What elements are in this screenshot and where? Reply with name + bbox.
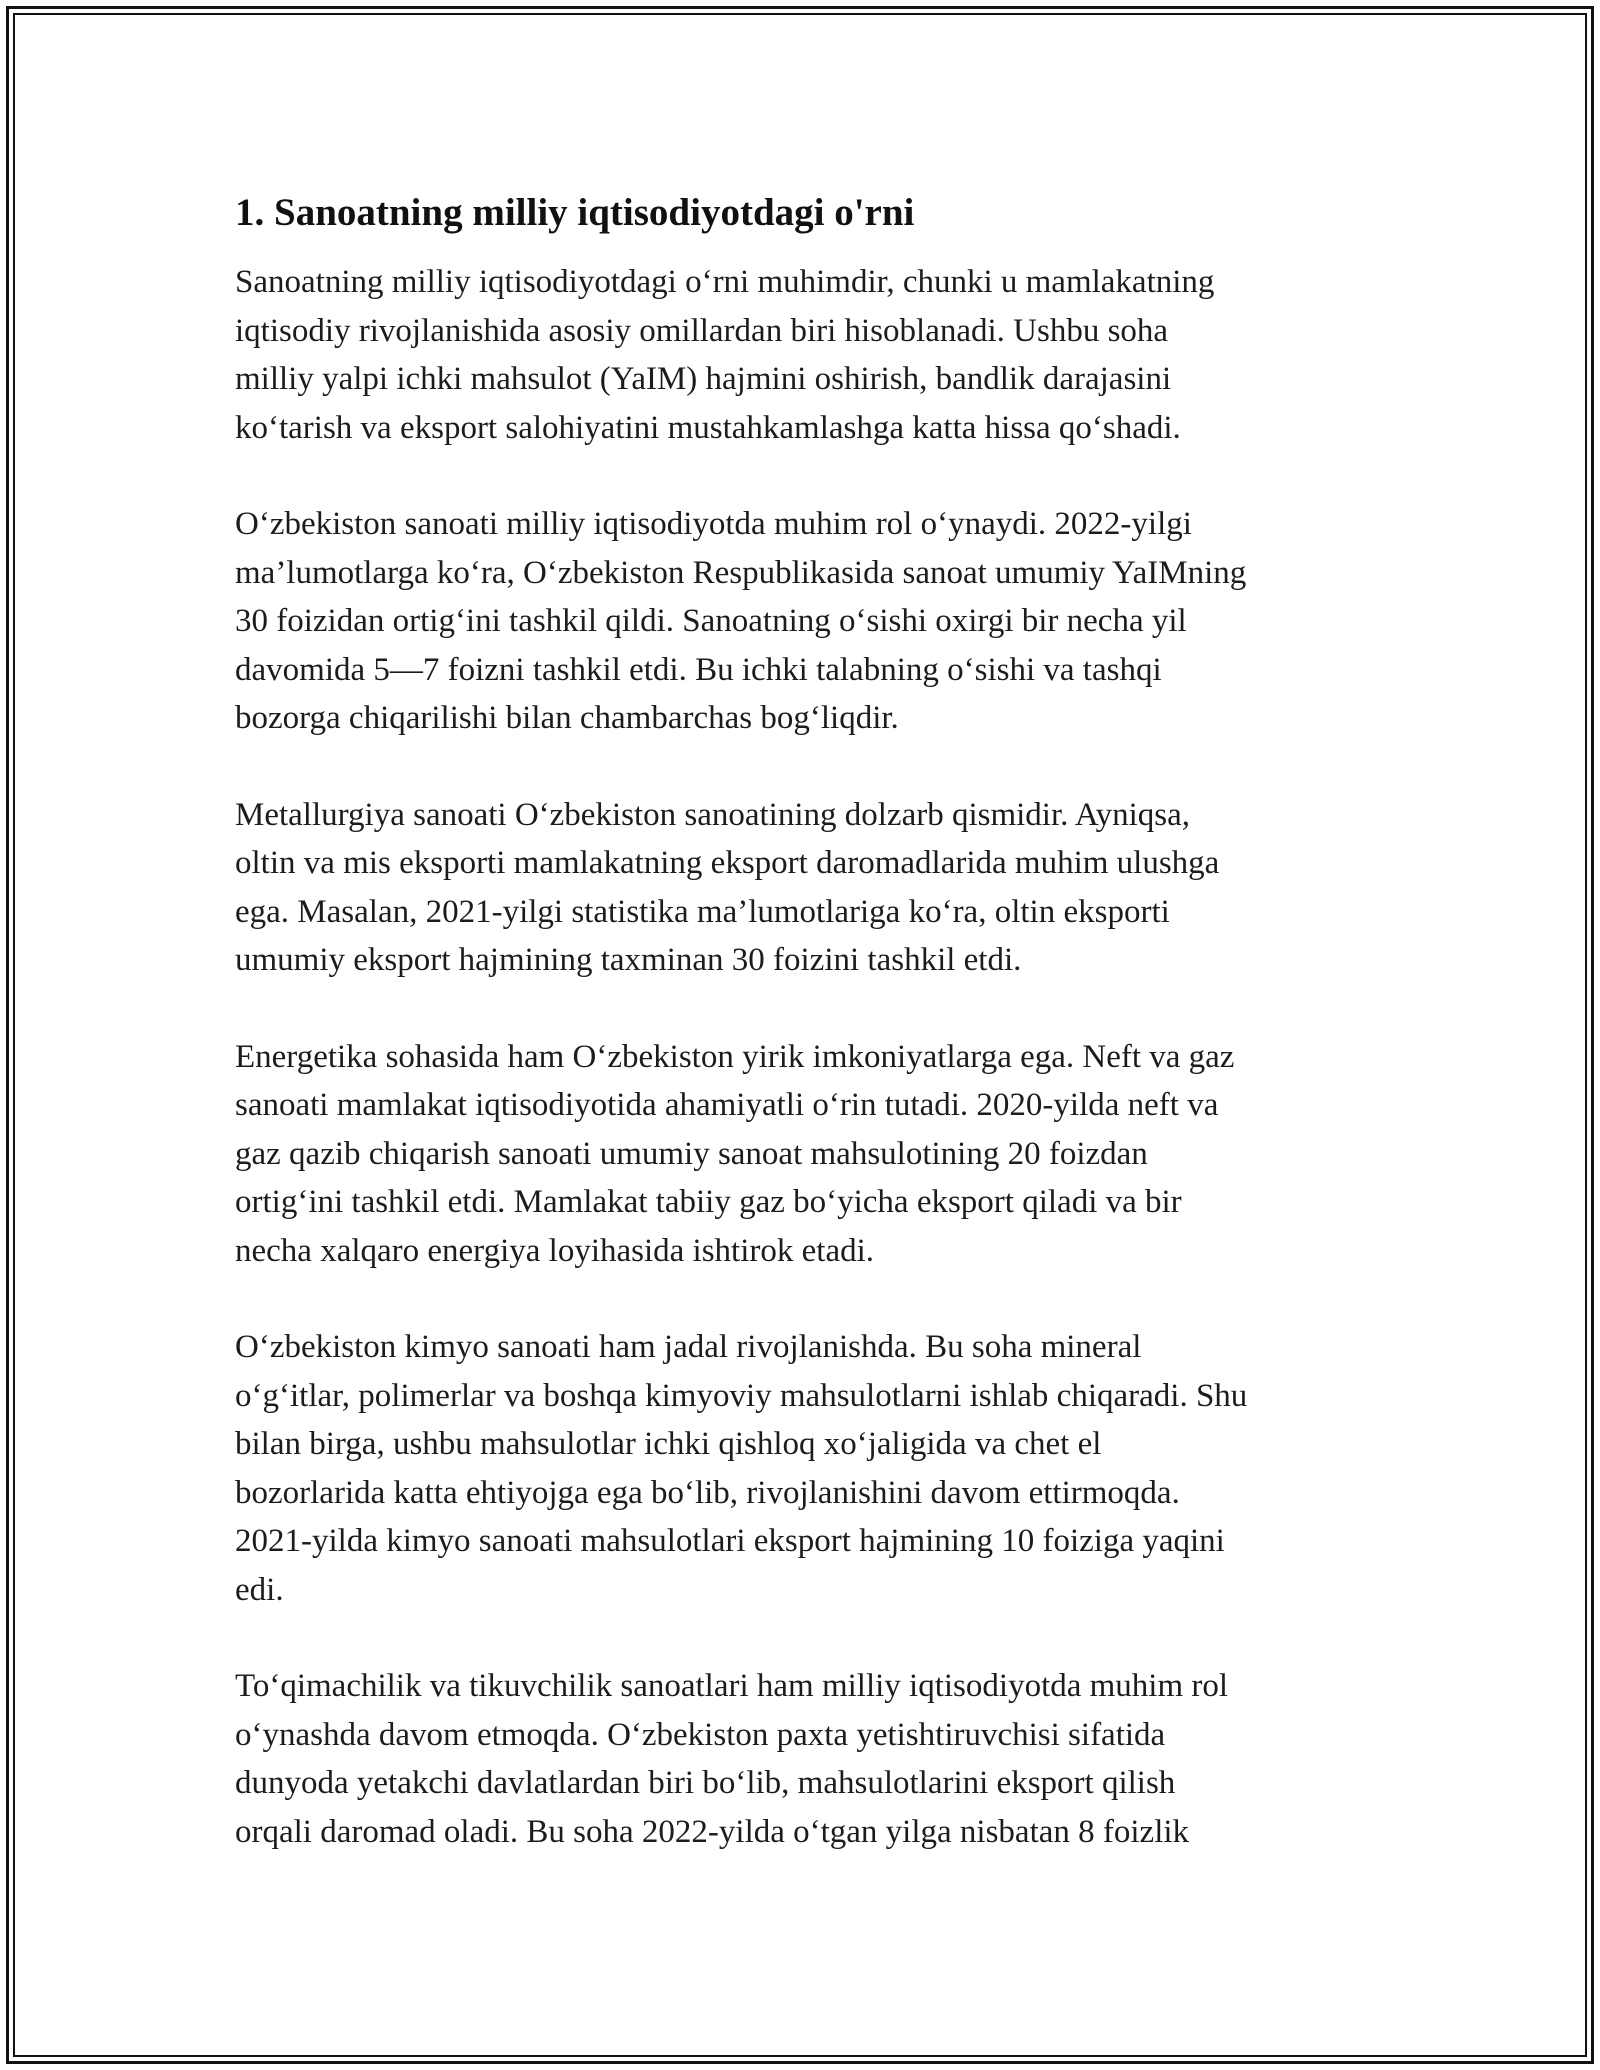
- text-line: o‘g‘itlar, polimerlar va boshqa kimyoviy mahsulotlarni ishlab chiqaradi. Shu: [235, 1377, 1248, 1414]
- text-line: iqtisodiy rivojlanishida asosiy omillardan biri hisoblanadi. Ushbu soha: [235, 312, 1169, 349]
- paragraph-metallurgy: [235, 791, 1375, 985]
- paragraph-energy: [235, 1033, 1375, 1276]
- paragraph-uzbekistan-industry: [235, 500, 1375, 743]
- text-line: Sanoatning milliy iqtisodiyotdagi o‘rni muhimdir, chunki u mamlakatning: [235, 264, 1215, 300]
- text-line: necha xalqaro energiya loyihasida ishtirok etadi.: [235, 1232, 875, 1269]
- text-line: ega. Masalan, 2021-yilgi statistika ma’lumotlariga ko‘ra, oltin eksporti: [235, 893, 1170, 930]
- text-line: ko‘tarish va eksport salohiyatini mustahkamlashga katta hissa qo‘shadi.: [235, 409, 1181, 446]
- paragraph-industry-role: [235, 258, 1375, 452]
- text-line: milliy yalpi ichki mahsulot (YaIM) hajmini oshirish, bandlik darajasini: [235, 361, 1172, 397]
- document-body: [235, 188, 1375, 1904]
- text-line: O‘zbekiston sanoati milliy iqtisodiyotda muhim rol o‘ynaydi. 2022-yilgi: [235, 506, 1192, 542]
- text-line: bozorlarida katta ehtiyojga ega bo‘lib, rivojlanishini davom ettirmoqda.: [235, 1474, 1180, 1511]
- text-line: To‘qimachilik va tikuvchilik sanoatlari ham milliy iqtisodiyotda muhim rol: [235, 1668, 1229, 1704]
- text-line: Energetika sohasida ham O‘zbekiston yirik imkoniyatlarga ega. Neft va gaz: [235, 1038, 1235, 1075]
- section-title: 1. Sanoatning milliy iqtisodiyotdagi o'rni: [235, 191, 915, 234]
- text-line: o‘ynashda davom etmoqda. O‘zbekiston paxta yetishtiruvchisi sifatida: [235, 1716, 1166, 1753]
- text-line: ortig‘ini tashkil etdi. Mamlakat tabiiy gaz bo‘yicha eksport qiladi va bir: [235, 1184, 1182, 1220]
- text-line: oltin va mis eksporti mamlakatning eksport daromadlarida muhim ulushga: [235, 845, 1220, 881]
- text-line: O‘zbekiston kimyo sanoati ham jadal rivojlanishda. Bu soha mineral: [235, 1329, 1142, 1365]
- paragraph-textile: [235, 1662, 1375, 1856]
- text-line: 30 foizidan ortig‘ini tashkil qildi. Sanoatning o‘sishi oxirgi bir necha yil: [235, 603, 1187, 639]
- paragraph-chemical: [235, 1323, 1375, 1614]
- text-line: bozorga chiqarilishi bilan chambarchas bog‘liqdir.: [235, 700, 899, 736]
- text-line: dunyoda yetakchi davlatlardan biri bo‘lib, mahsulotlarini eksport qilish: [235, 1765, 1176, 1801]
- text-line: gaz qazib chiqarish sanoati umumiy sanoat mahsulotining 20 foizdan: [235, 1135, 1148, 1172]
- text-line: 2021-yilda kimyo sanoati mahsulotlari eksport hajmining 10 foiziga yaqini: [235, 1523, 1225, 1559]
- text-line: edi.: [235, 1571, 284, 1608]
- text-line: orqali daromad oladi. Bu soha 2022-yilda o‘tgan yilga nisbatan 8 foizlik: [235, 1813, 1190, 1850]
- text-line: sanoati mamlakat iqtisodiyotida ahamiyatli o‘rin tutadi. 2020-yilda neft va: [235, 1087, 1219, 1123]
- text-line: ma’lumotlarga ko‘ra, O‘zbekiston Respublikasida sanoat umumiy YaIMning: [235, 554, 1247, 591]
- text-line: bilan birga, ushbu mahsulotlar ichki qishloq xo‘jaligida va chet el: [235, 1426, 1102, 1462]
- text-line: umumiy eksport hajmining taxminan 30 foizini tashkil etdi.: [235, 942, 1022, 978]
- text-line: davomida 5—7 foizni tashkil etdi. Bu ichki talabning o‘sishi va tashqi: [235, 651, 1162, 688]
- text-line: Metallurgiya sanoati O‘zbekiston sanoatining dolzarb qismidir. Ayniqsa,: [235, 796, 1191, 833]
